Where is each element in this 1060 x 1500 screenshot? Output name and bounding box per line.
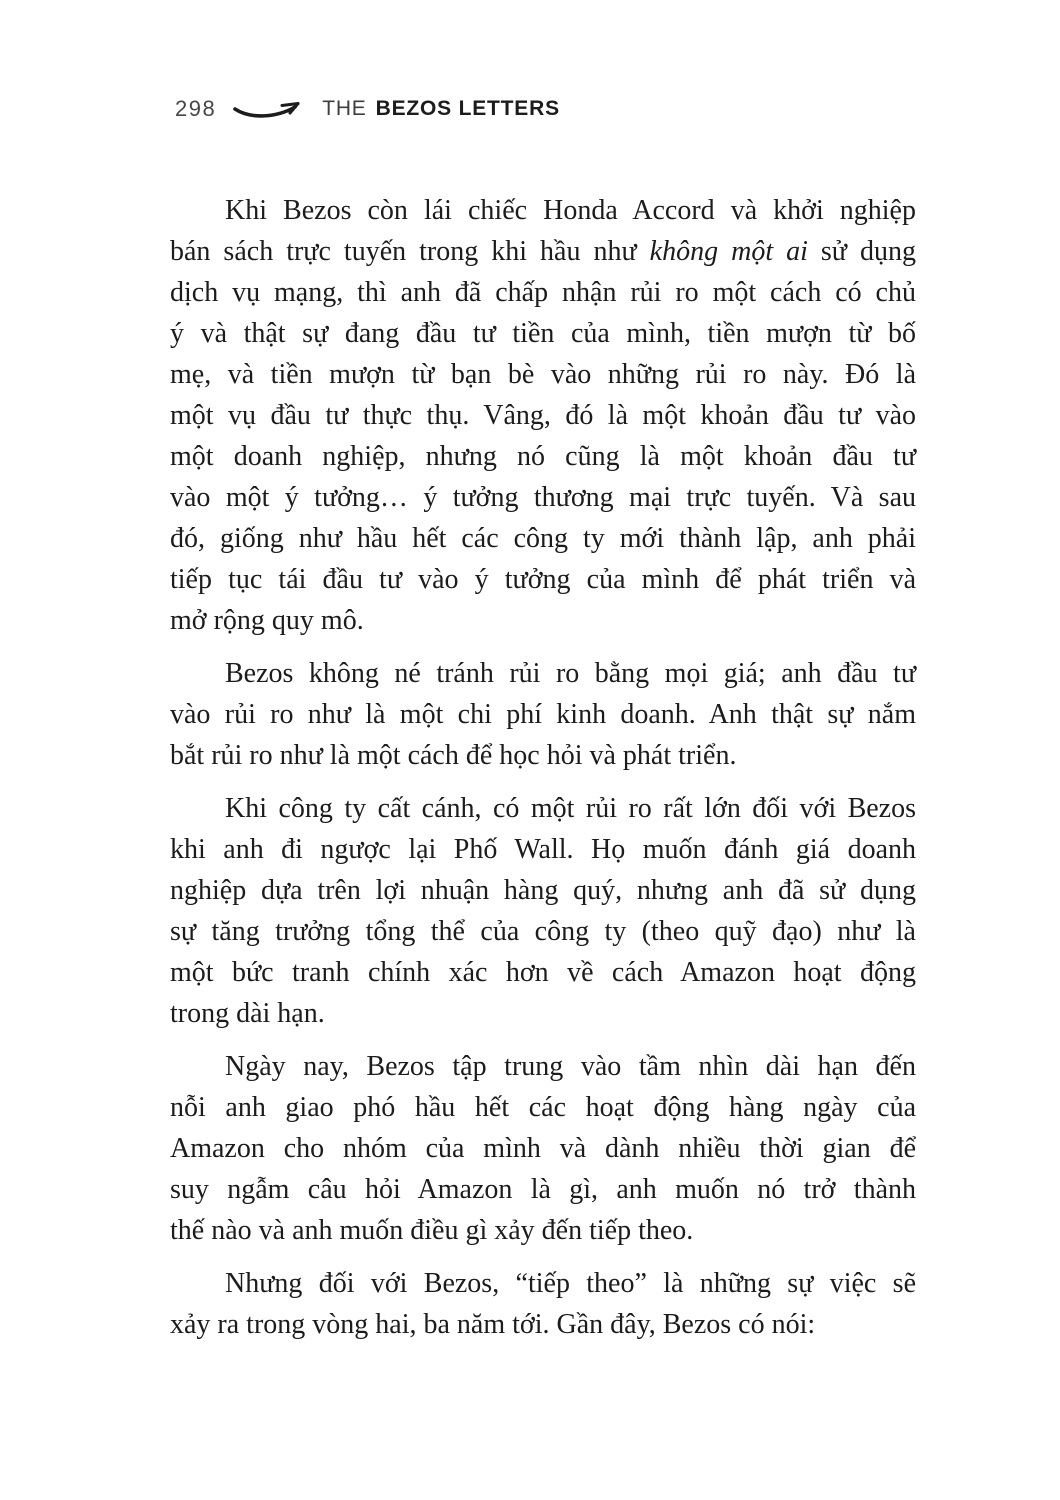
text-segment: mẹ, và tiền mượn từ bạn bè vào những rủi ro này. Đó là (170, 359, 916, 390)
text-segment: Ngày nay, Bezos tập trung vào tầm nhìn dài hạn đến (225, 1051, 916, 1082)
text-segment: nghiệp dựa trên lợi nhuận hàng quý, nhưng anh đã sử dụng (170, 875, 916, 906)
text-line (170, 1263, 916, 1304)
text-segment: khi anh đi ngược lại Phố Wall. Họ muốn đánh giá doanh (170, 834, 916, 865)
text-segment: vào một ý tưởng… ý tưởng thương mại trực tuyến. Và sau (170, 482, 916, 513)
text-segment: vào rủi ro như là một chi phí kinh doanh. Anh thật sự nắm (170, 699, 916, 730)
text-line (170, 354, 916, 395)
text-segment: Bezos không né tránh rủi ro bằng mọi giá; anh đầu tư (225, 658, 916, 689)
text-line (170, 190, 916, 231)
paragraph (170, 653, 916, 776)
text-segment: sự tăng trưởng tổng thể của công ty (theo quỹ đạo) như là (170, 916, 916, 947)
text-segment: tiếp tục tái đầu tư vào ý tưởng của mình để phát triển và (170, 564, 916, 595)
text-line (170, 313, 916, 354)
text-line (170, 600, 916, 641)
text-line (170, 911, 916, 952)
text-segment: bán sách trực tuyến trong khi hầu như (170, 236, 650, 267)
text-segment: sử dụng (807, 236, 916, 267)
text-segment: đó, giống như hầu hết các công ty mới thành lập, anh phải (170, 523, 916, 554)
text-line (170, 1304, 916, 1345)
paragraph (170, 1263, 916, 1345)
text-segment: một doanh nghiệp, nhưng nó cũng là một khoản đầu tư (170, 441, 916, 472)
text-line (170, 1087, 916, 1128)
text-line (170, 559, 916, 600)
body-text (170, 190, 916, 1345)
text-line (170, 436, 916, 477)
page-number: 298 (175, 96, 217, 121)
italic-text-segment: không một ai (649, 236, 808, 267)
text-line (170, 518, 916, 559)
text-segment: Amazon cho nhóm của mình và dành nhiều thời gian để (170, 1133, 916, 1164)
text-line (170, 1169, 916, 1210)
text-line (170, 272, 916, 313)
text-line (170, 829, 916, 870)
text-line (170, 870, 916, 911)
book-title-the: THE (322, 97, 367, 120)
text-segment: bắt rủi ro như là một cách để học hỏi và phát triển. (170, 740, 737, 771)
text-line (170, 952, 916, 993)
book-title (322, 97, 560, 121)
text-segment: Nhưng đối với Bezos, “tiếp theo” là những sự việc sẽ (225, 1268, 916, 1299)
text-line (170, 1046, 916, 1087)
text-line (170, 231, 916, 272)
text-line (170, 735, 916, 776)
paragraph (170, 788, 916, 1034)
book-title-main: BEZOS LETTERS (375, 97, 560, 120)
text-line (170, 694, 916, 735)
text-segment: thế nào và anh muốn điều gì xảy đến tiếp theo. (170, 1215, 694, 1246)
text-line (170, 1210, 916, 1251)
paragraph (170, 1046, 916, 1251)
text-segment: suy ngẫm câu hỏi Amazon là gì, anh muốn nó trở thành (170, 1174, 916, 1205)
text-line (170, 788, 916, 829)
text-segment: Khi Bezos còn lái chiếc Honda Accord và khởi nghiệp (225, 195, 916, 226)
text-line (170, 1128, 916, 1169)
text-segment: mở rộng quy mô. (170, 605, 364, 636)
text-line (170, 653, 916, 694)
text-segment: trong dài hạn. (170, 998, 325, 1029)
text-segment: dịch vụ mạng, thì anh đã chấp nhận rủi ro một cách có chủ (170, 277, 916, 308)
text-segment: xảy ra trong vòng hai, ba năm tới. Gần đây, Bezos có nói: (170, 1309, 816, 1340)
paragraph (170, 190, 916, 641)
text-line (170, 993, 916, 1034)
text-segment: Khi công ty cất cánh, có một rủi ro rất lớn đối với Bezos (225, 793, 916, 824)
page-header (175, 92, 560, 126)
text-segment: ý và thật sự đang đầu tư tiền của mình, tiền mượn từ bố (170, 318, 916, 349)
amazon-swoosh-icon (232, 100, 302, 126)
text-segment: một vụ đầu tư thực thụ. Vâng, đó là một khoản đầu tư vào (170, 400, 916, 431)
text-line (170, 477, 916, 518)
text-line (170, 395, 916, 436)
text-segment: một bức tranh chính xác hơn về cách Amazon hoạt động (170, 957, 916, 988)
text-segment: nỗi anh giao phó hầu hết các hoạt động hàng ngày của (170, 1092, 916, 1123)
